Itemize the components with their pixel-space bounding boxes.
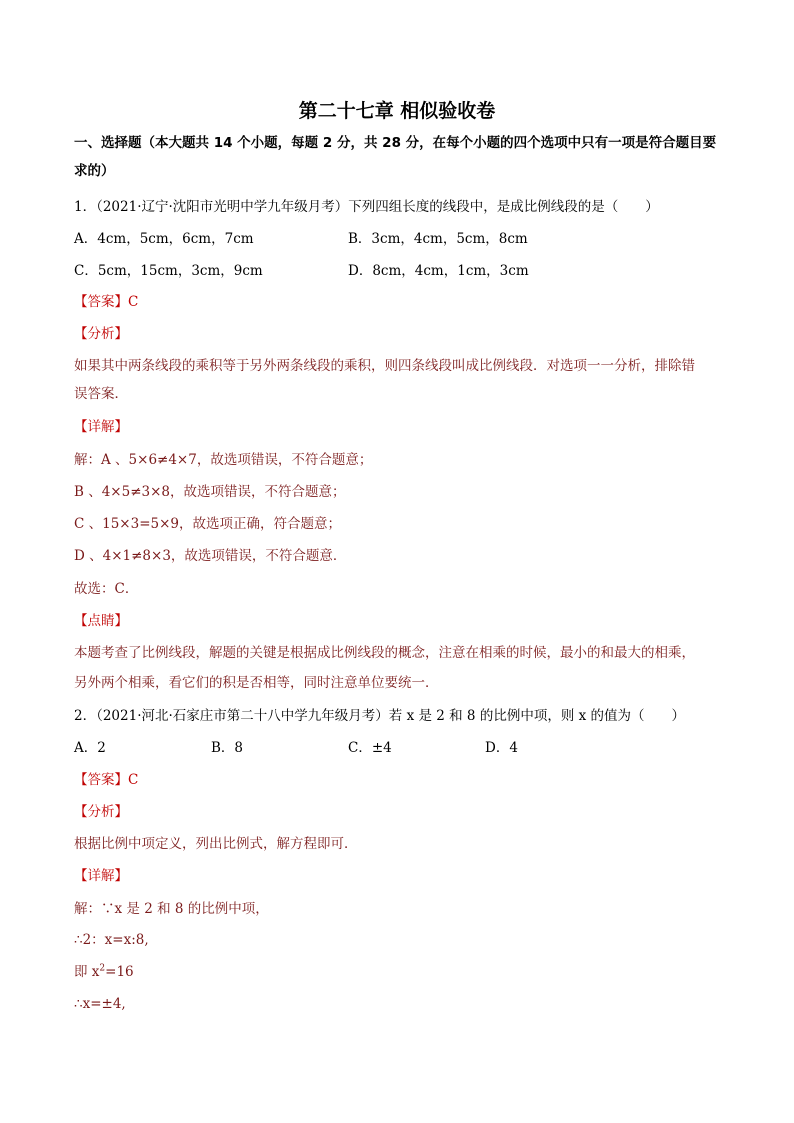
q1-detail-b: B 、4×5≠3×8，故选项错误，不符合题意； [74,484,346,500]
q1-stem: 1．（2021·辽宁·沈阳市光明中学九年级月考）下列四组长度的线段中，是成比例线段的是（ ） [74,199,659,215]
q2-analysis-label: 【分析】 [74,804,128,820]
q1-detail-c: C 、15×3=5×9，故选项正确，符合题意； [74,516,342,532]
q2-detail-line1: 解：∵x 是 2 和 8 的比例中项， [74,901,269,917]
q1-comment-label: 【点睛】 [74,613,128,629]
q1-option-a: A．4cm，5cm，6cm，7cm [74,231,254,247]
section-heading-line2: 求的） [74,163,115,179]
q1-option-d: D．8cm，4cm，1cm，3cm [348,263,529,279]
q2-analysis-line1: 根据比例中项定义，列出比例式，解方程即可． [74,836,358,852]
page-title: 第二十七章 相似验收卷 [298,100,496,122]
q1-detail-a: 解：A 、5×6≠4×7，故选项错误，不符合题意； [74,452,373,468]
q1-analysis-line1: 如果其中两条线段的乘积等于另外两条线段的乘积，则四条线段叫成比例线段．对选项一一分析，排除错 [74,358,695,374]
q1-choice: 故选：C． [74,581,139,597]
q2-detail-line3-suffix: =16 [105,964,134,980]
q2-detail-line3 [74,963,134,981]
q1-analysis-label: 【分析】 [74,326,128,342]
q2-option-a: A．2 [74,740,106,756]
q1-detail-label: 【详解】 [74,419,128,435]
q2-detail-label: 【详解】 [74,868,128,884]
q2-option-c: C．±4 [348,740,392,756]
q2-answer: 【答案】C [74,772,139,788]
q2-stem: 2．（2021·河北·石家庄市第二十八中学九年级月考）若 x 是 2 和 8 的比例中项，则 x 的值为（ ） [74,708,686,724]
q1-option-b: B．3cm，4cm，5cm，8cm [348,231,528,247]
section-heading-line1: 一、选择题（本大题共 14 个小题，每题 2 分，共 28 分，在每个小题的四个选项中只有一项是符合题目要 [74,135,717,151]
q2-detail-line2: ∴2：x=x:8, [74,932,149,948]
q2-detail-line4: ∴x=±4, [74,996,126,1012]
q1-answer: 【答案】C [74,294,139,310]
q2-option-d: D．4 [485,740,518,756]
q1-detail-d: D 、4×1≠8×3，故选项错误，不符合题意． [74,548,347,564]
q1-comment-line1: 本题考查了比例线段，解题的关键是根据成比例线段的概念，注意在相乘的时候，最小的和最大的相乘， [74,645,695,661]
q2-option-b: B．8 [211,740,244,756]
q1-option-c: C．5cm，15cm，3cm，9cm [74,263,263,279]
q2-detail-line3-prefix: 即 x [74,964,100,980]
q1-analysis-line2: 误答案． [74,386,128,402]
q2-detail-line3-exponent: 2 [99,963,106,974]
q1-comment-line2: 另外两个相乘，看它们的积是否相等，同时注意单位要统一． [74,675,439,691]
